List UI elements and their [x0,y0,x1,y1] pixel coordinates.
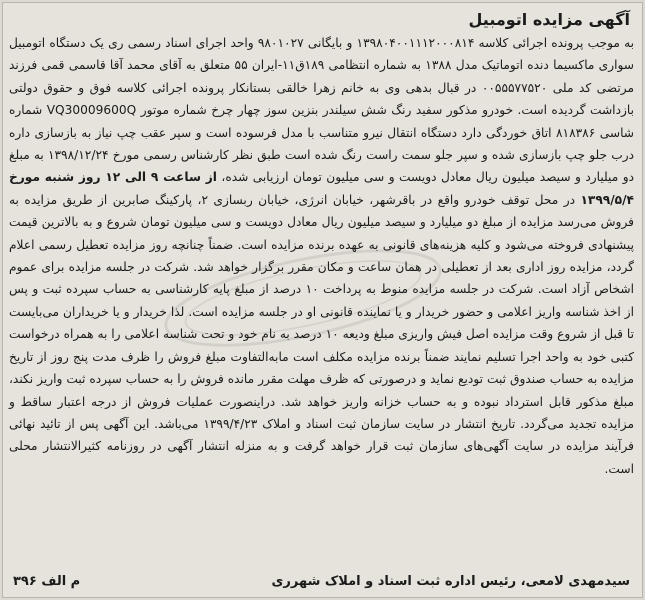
notice-code: م الف ۳۹۶ [13,574,81,589]
notice-title: آگهی مزایده اتومبیل [468,10,630,29]
notice-body-part-1: به موجب پرونده اجرائی کلاسه ۱۳۹۸۰۴۰۰۱۱۱۲۰۰۰۸۱۴ و بایگانی ۹۸۰۱۰۲۷ واحد اجرای اسناد رسمی ری یک دستگاه اتومبیل سواری ماکسیما دنده اتوماتیک مدل ۱۳۸۸ به شماره انتظامی ۱۸۹ق۱۱-ایران ۵۵ متعلق به آقای محمد آقا قاسمی قمی فرزند مرتضی کد ملی ۰۰۵۵۵۷۷۵۲۰ در قبال بدهی وی به خانم زهرا خالقی بستانکار پرونده اجرائی کلاسه فوق و حقوق دولتی بازداشت گردیده است. خودرو مذکور سفید رنگ شش سیلندر بنزین سوز چهار چرخ شماره موتور VQ30009600Q شماره شاسی ۸۱۸۳۸۶ اتاق خوردگی دارد دستگاه انتقال نیرو متناسب با مدل فرسوده است و سپر عقب چپ نیاز به بازسازی داره درب جلو چپ بازسازی شده و سپر جلو سمت راست رنگ شده است طبق نظر کارشناس رسمی مورخ ۱۳۹۸/۱۲/۲۴ به مبلغ دو میلیارد و سیصد میلیون ریال معادل دویست و سی میلیون تومان ارزیابی شده، [9,36,635,185]
auction-time-highlight: از ساعت ۹ الی ۱۲ روز شنبه مورخ ۱۳۹۹/۵/۴ [9,170,634,207]
auction-notice [9,9,634,593]
newspaper-clipping [2,2,643,598]
signature-line: سیدمهدی لامعی، رئیس اداره ثبت اسناد و املاک شهرری [271,574,630,589]
notice-body-part-2: در محل توقف خودرو واقع در باقرشهر، خیابان انرژی، خیابان ربسازی ۲، پارکینگ صابرین از طریق مزایده به فروش می‌رسد مزایده از مبلغ دو میلیارد و سیصد میلیون ریال معادل دویست و سی میلیون تومان شروع و به بالاترین قیمت پیشنهادی فروخته می‌شود و کلیه هزینه‌های قانونی به عهده برنده مزایده است. ضمناً چنانچه روز مزایده تعطیل رسمی اعلام گردد، مزایده روز اداری بعد از تعطیلی در همان ساعت و مکان مقرر برگزار خواهد شد. شرکت در جلسه مزایده برای عموم اشخاص آزاد است. شرکت در جلسه مزایده منوط به پرداخت ۱۰ درصد از مبلغ پایه کارشناسی به حساب سپرده ثبت و پس از اخذ شناسه واریز اعلامی و حضور خریدار و یا نماینده قانونی او در جلسه مزایده است. لذا خریدار و یا خریداران می‌بایست تا قبل از شروع وقت مزایده اصل فیش واریزی مبلغ ودیعه ۱۰ درصد به نام خود و تحت شناسه اعلامی را به همراه درخواست کتبی خود به واحد اجرا تسلیم نمایند ضمناً برنده مزایده مکلف است مابه‌التفاوت مبلغ فروش را ظرف مدت پنج روز از تاریخ مزایده به حساب صندوق ثبت تودیع نماید و درصورتی که ظرف مهلت مقرر مانده فروش را به حساب سپرده ثبت واریز نکند، مبلغ مذکور قابل استرداد نبوده و به حساب خزانه واریز خواهد شد. دراینصورت عملیات فروش از درجه اعتبار ساقط و مزایده تجدید می‌گردد. تاریخ انتشار در سایت سازمان ثبت اسناد و املاک ۱۳۹۹/۴/۲۳ می‌باشد. این آگهی پس از تائید نهائی فرآیند مزایده در سایت آگهی‌های سازمان ثبت قرار خواهد گرفت و به منزله انتشار آگهی در روزنامه کثیرالانتشار محلی است. [9,192,634,476]
notice-footer [9,569,634,593]
notice-body [9,32,634,480]
